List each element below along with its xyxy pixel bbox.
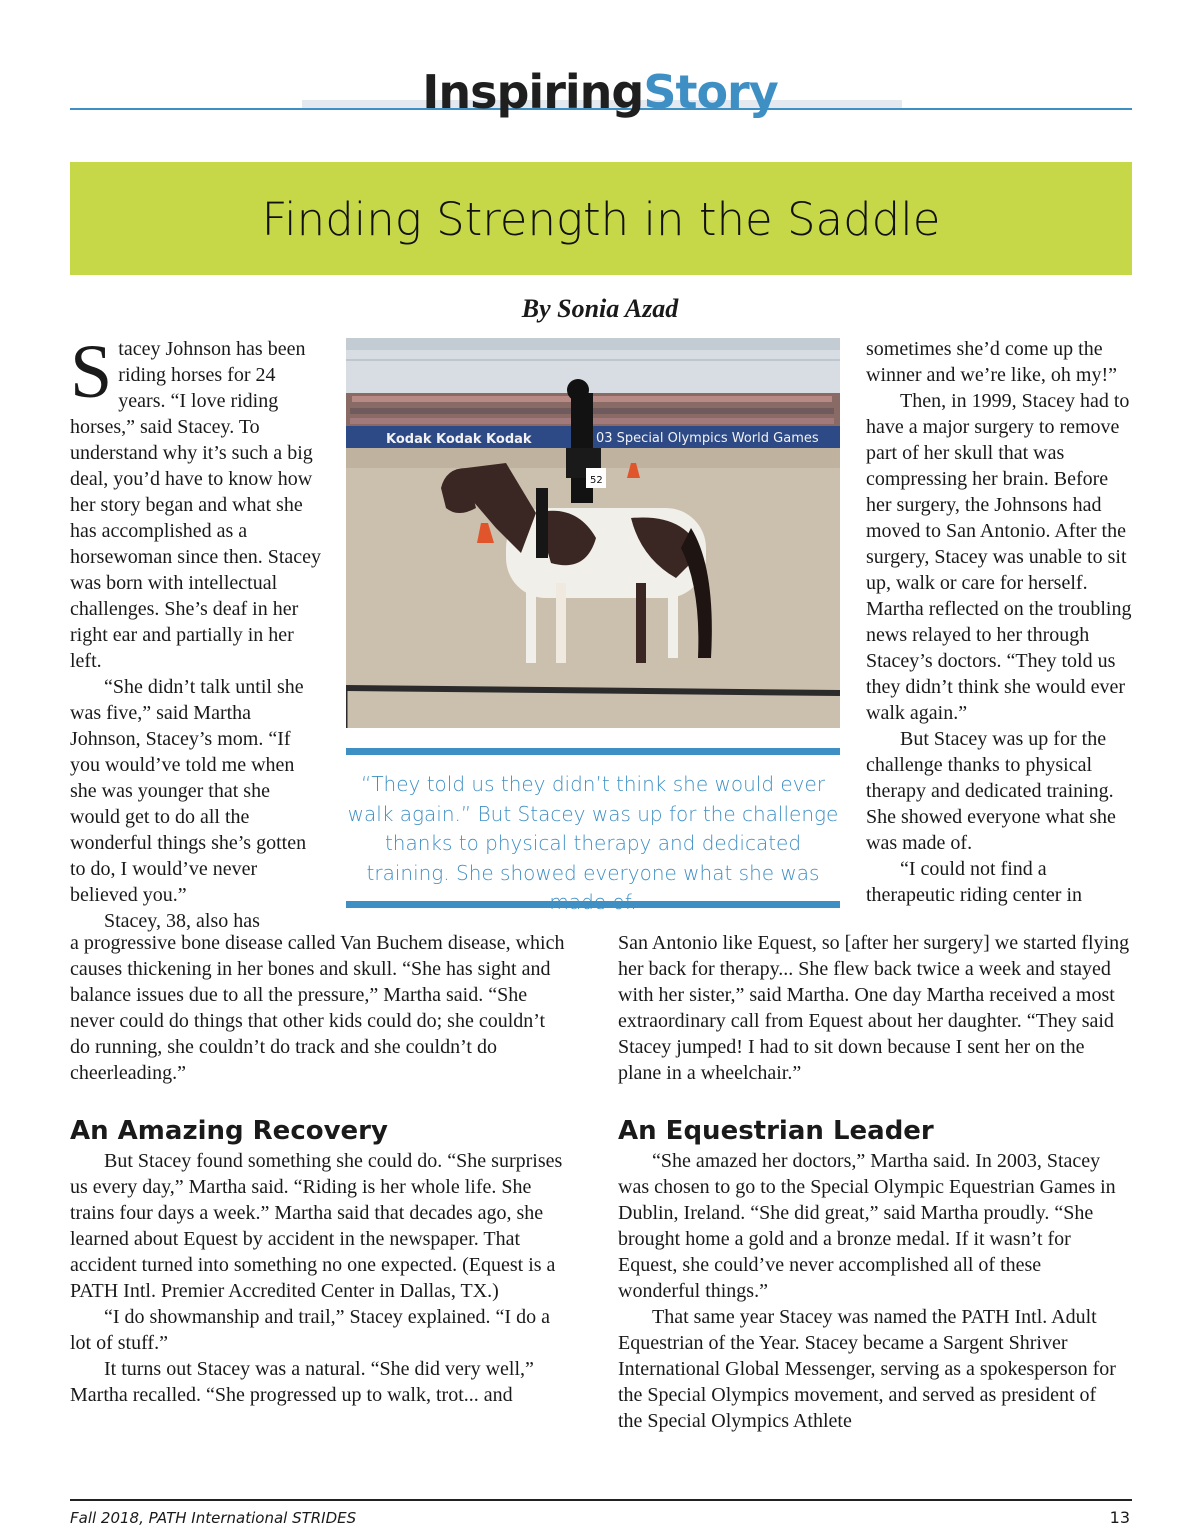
paragraph: Stacey, 38, also has: [104, 910, 260, 932]
left-column: [70, 330, 322, 934]
horse-rider-illustration: [346, 338, 840, 728]
paragraph: That same year Stacey was named the PATH Intl. Adult Equestrian of the Year. Stacey became a Sargent Shriver International Global Messenger, serving as a spokesperson for the Special Olympics movement, and served as president of the Special Olympics Athlete: [618, 1306, 1116, 1432]
article-photo: [346, 338, 840, 728]
byline: By Sonia Azad: [521, 294, 679, 323]
section-amazing-recovery: [70, 1114, 574, 1408]
pull-quote-rule-top: [346, 748, 840, 755]
pull-quote: “They told us they didn’t think she would ever walk again.” But Stacey was up for the challenge thanks to physical therapy and dedicated training. She showed everyone what she was: [347, 772, 839, 885]
paragraph: “She didn’t talk until she was five,” said Martha Johnson, Stacey’s mom. “If you would’ve told me when she was younger that she would get to do all the wonderful things she’s gotten to do, I would’ve never believed you.”: [70, 676, 307, 906]
paragraph: “I do showmanship and trail,” Stacey explained. “I do a lot of stuff.”: [70, 1306, 550, 1354]
paragraph: Then, in 1999, Stacey had to have a major surgery to remove part of her skull that was compressing her brain. Before her surgery, the Johnsons had moved to San Antonio. After the surgery, Stacey was unable to sit up, walk or care for herself. Martha reflected on the troubling news relayed to her through Stacey’s doctors. “They told us they didn’t think she would ever walk again.”: [866, 390, 1132, 724]
section-label-word2: Story: [643, 65, 778, 119]
paragraph: “I could not find a therapeutic riding center in: [866, 858, 1083, 906]
pull-quote-rule-bottom: [346, 901, 840, 908]
paragraph: “She amazed her doctors,” Martha said. In 2003, Stacey was chosen to go to the Special Olympic Equestrian Games in Dublin, Ireland. “She did great,” said Martha proudly. “She brought home a gold and a bronze medal. If it wasn’t for Equest, she could’ve never accomplished all of these wonderful things.”: [618, 1150, 1116, 1302]
footer-rule: [70, 1499, 1132, 1501]
page-number: 13: [1109, 1508, 1130, 1527]
section-equestrian-leader: [618, 1114, 1118, 1434]
section-heading: An Amazing Recovery: [70, 1116, 388, 1146]
section-label: [0, 62, 1200, 122]
left-wide-block: [70, 930, 570, 1086]
kodak-banner: Kodak Kodak Kodak: [386, 432, 532, 447]
section-heading: An Equestrian Leader: [618, 1116, 934, 1146]
section-label-word1: Inspiring: [422, 65, 644, 119]
paragraph: It turns out Stacey was a natural. “She did very well,” Martha recalled. “She progressed up to walk, trot... and: [70, 1358, 534, 1406]
footer-publication: Fall 2018, PATH International STRIDES: [70, 1509, 357, 1527]
paragraph: But Stacey found something she could do. “She surprises us every day,” Martha said. “Riding is her whole life. She trains four days a week.” Martha said that decades ago, she learned about Equest by accident in the newspaper. That accident turned into something no one expected. (Equest is a PATH Intl. Premier Accredited Center in Dallas, TX.): [70, 1150, 563, 1302]
paragraph: [70, 330, 322, 674]
paragraph: But Stacey was up for the challenge thanks to physical therapy and dedicated training. She showed everyone what she was made of.: [866, 728, 1116, 854]
paragraph: San Antonio like Equest, so [after her surgery] we started flying her back for therapy... She flew back twice a week and stayed with her sister,” said Martha. One day Martha received a most extraordinary call from Equest about her daughter. “They said Stacey jumped! I had to sit down because I sent her on the plane in a wheelchair.”: [618, 932, 1130, 1084]
article-title: Finding Strength in the Saddle: [261, 193, 941, 246]
right-wide-block: [618, 930, 1132, 1086]
right-column: [866, 336, 1132, 908]
paragraph-text: tacey Johnson has been riding horses for 24 years. “I love riding horses,” said Stacey. To understand why it’s such a big deal, you’d have to know how her story began and what she has accomplished as a horsewoman since then. Stacey was born with intellectual challenges. She’s deaf in her right ear and partially in her left.: [70, 338, 322, 672]
rider-bib: 52: [590, 475, 603, 486]
drop-cap: S: [70, 330, 113, 414]
paragraph: a progressive bone disease called Van Buchem disease, which causes thickening in her bones and skull. “She has sight and balance issues due to all the pressure,” Martha said. “She never could do things that other kids could do; she couldn’t do running, she couldn’t do track and she couldn’t do cheerleading.”: [70, 932, 565, 1084]
olympics-banner: 03 Special Olympics World Games: [596, 431, 819, 446]
paragraph: sometimes she’d come up the winner and we’re like, oh my!”: [866, 338, 1118, 386]
